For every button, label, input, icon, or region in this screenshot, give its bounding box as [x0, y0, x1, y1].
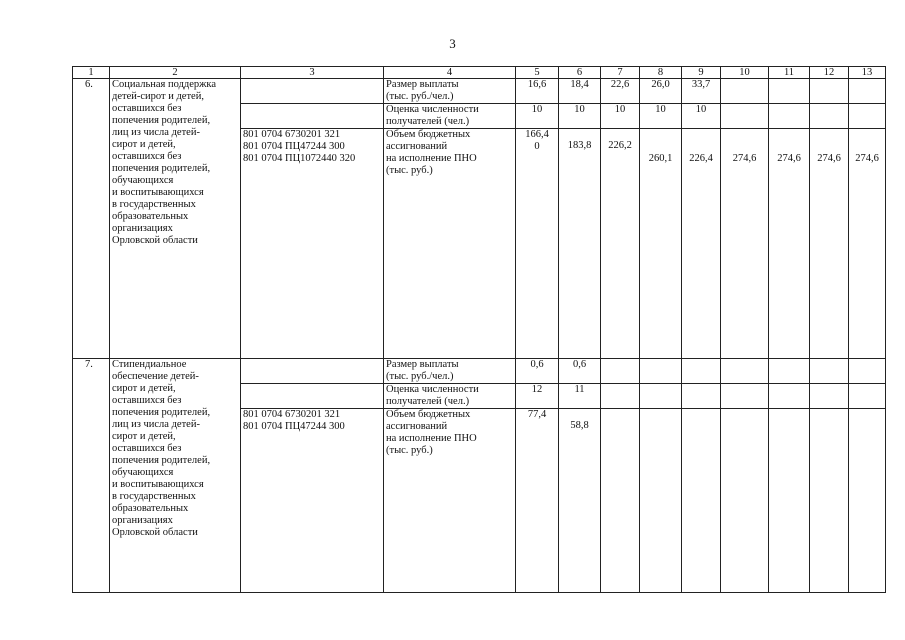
column-number: 4 [384, 67, 516, 79]
indicator-label-line: Оценка численности [386, 104, 479, 115]
indicator-label [384, 129, 516, 359]
value-cell: 0,6 [559, 359, 601, 384]
program-name-line: сирот и детей, [112, 139, 176, 150]
value-cell [849, 384, 886, 409]
indicator-label-line: Размер выплаты [386, 79, 459, 90]
value-cell [810, 104, 849, 129]
column-number: 5 [516, 67, 559, 79]
program-name-line: сирот и детей, [112, 383, 176, 394]
row-number: 7. [73, 359, 110, 593]
value-cell [601, 409, 640, 593]
value-cell: 166,4 0 [516, 129, 559, 359]
program-name-line: Орловской области [112, 235, 198, 246]
program-name-line: Орловской области [112, 527, 198, 538]
value-cell [682, 384, 721, 409]
value-cell: 226,4 [682, 129, 721, 359]
column-number: 10 [721, 67, 769, 79]
program-name-line: попечения родителей, [112, 407, 211, 418]
indicator-label-line: получателей (чел.) [386, 116, 470, 127]
indicator-label-line: (тыс. руб.) [386, 165, 433, 176]
page-number: 3 [449, 36, 456, 51]
value-cell [640, 409, 682, 593]
column-number-row [73, 67, 886, 79]
program-name-line: оставшихся без [112, 443, 182, 454]
program-name-line: обеспечение детей- [112, 371, 199, 382]
value-cell [769, 409, 810, 593]
value-cell [721, 409, 769, 593]
column-number: 3 [241, 67, 384, 79]
value-cell [721, 359, 769, 384]
column-number: 13 [849, 67, 886, 79]
value-cell: 274,6 [721, 129, 769, 359]
value-cell [810, 409, 849, 593]
program-name-line: и воспитывающихся [112, 479, 204, 490]
value-cell: 33,7 [682, 79, 721, 104]
budget-table [72, 66, 886, 593]
column-number: 1 [73, 67, 110, 79]
program-name [110, 79, 241, 359]
program-name-line: лиц из числа детей- [112, 419, 200, 430]
column-number: 9 [682, 67, 721, 79]
budget-code: 801 0704 ПЦ47244 300 [243, 141, 345, 152]
indicator-label-line: Размер выплаты [386, 359, 459, 370]
indicator-label-line: на исполнение ПНО [386, 153, 477, 164]
value-cell [849, 104, 886, 129]
column-number: 8 [640, 67, 682, 79]
program-name-line: попечения родителей, [112, 163, 211, 174]
value-cell: 10 [601, 104, 640, 129]
column-number: 11 [769, 67, 810, 79]
value-cell [769, 384, 810, 409]
value-cell: 0,6 [516, 359, 559, 384]
value-cell: 274,6 [849, 129, 886, 359]
value-cell: 18,4 [559, 79, 601, 104]
value-cell: 260,1 [640, 129, 682, 359]
value-cell: 226,2 [601, 129, 640, 359]
budget-code-cell [241, 359, 384, 384]
program-name-line: образовательных [112, 503, 189, 514]
program-name-line: лиц из числа детей- [112, 127, 200, 138]
program-name [110, 359, 241, 593]
value-cell: 274,6 [810, 129, 849, 359]
value-cell [640, 359, 682, 384]
budget-code-cell [241, 384, 384, 409]
column-number: 7 [601, 67, 640, 79]
value-cell [769, 79, 810, 104]
value-cell [721, 79, 769, 104]
budget-code: 801 0704 ПЦ47244 300 [243, 421, 345, 432]
indicator-label [384, 409, 516, 593]
value-cell: 183,8 [559, 129, 601, 359]
indicator-label-line: получателей (чел.) [386, 396, 470, 407]
indicator-label [384, 104, 516, 129]
budget-code: 801 0704 ПЦ1072440 320 [243, 153, 356, 164]
value-cell: 12 [516, 384, 559, 409]
program-name-line: Социальная поддержка [112, 79, 217, 90]
value-cell [682, 409, 721, 593]
indicator-label-line: (тыс. руб./чел.) [386, 371, 454, 382]
program-name-line: организациях [112, 515, 173, 526]
value-cell: 274,6 [769, 129, 810, 359]
program-name-line: в государственных [112, 199, 196, 210]
value-cell [769, 359, 810, 384]
indicator-label-line: Объем бюджетных [386, 129, 471, 140]
program-name-line: образовательных [112, 211, 189, 222]
value-cell: 16,6 [516, 79, 559, 104]
value-cell [682, 359, 721, 384]
indicator-label-line: ассигнований [386, 421, 448, 432]
program-name-line: оставшихся без [112, 103, 182, 114]
value-cell [810, 79, 849, 104]
value-cell [721, 104, 769, 129]
value-cell [849, 409, 886, 593]
program-name-line: в государственных [112, 491, 196, 502]
value-cell: 11 [559, 384, 601, 409]
program-name-line: обучающихся [112, 467, 174, 478]
value-cell [640, 384, 682, 409]
indicator-label-line: Объем бюджетных [386, 409, 471, 420]
program-name-line: детей-сирот и детей, [112, 91, 204, 102]
indicator-label [384, 384, 516, 409]
budget-code-cell [241, 104, 384, 129]
indicator-label [384, 359, 516, 384]
budget-code-cell [241, 409, 384, 593]
indicator-label-line: на исполнение ПНО [386, 433, 477, 444]
budget-code-cell [241, 79, 384, 104]
value-cell [601, 384, 640, 409]
value-cell [849, 79, 886, 104]
budget-code: 801 0704 6730201 321 [243, 129, 341, 140]
column-number: 12 [810, 67, 849, 79]
value-cell [601, 359, 640, 384]
program-name-line: попечения родителей, [112, 455, 211, 466]
value-cell [849, 359, 886, 384]
column-number: 2 [110, 67, 241, 79]
value-cell [810, 359, 849, 384]
indicator-label [384, 79, 516, 104]
value-cell [810, 384, 849, 409]
value-cell: 10 [559, 104, 601, 129]
program-name-line: организациях [112, 223, 173, 234]
value-cell: 10 [640, 104, 682, 129]
indicator-label-line: ассигнований [386, 141, 448, 152]
indicator-label-line: Оценка численности [386, 384, 479, 395]
table-row [73, 79, 886, 104]
column-number: 6 [559, 67, 601, 79]
program-name-line: сирот и детей, [112, 431, 176, 442]
program-name-line: обучающихся [112, 175, 174, 186]
program-name-line: Стипендиальное [112, 359, 187, 370]
program-name-line: оставшихся без [112, 151, 182, 162]
indicator-label-line: (тыс. руб.) [386, 445, 433, 456]
value-cell [769, 104, 810, 129]
indicator-label-line: (тыс. руб./чел.) [386, 91, 454, 102]
value-cell: 22,6 [601, 79, 640, 104]
table-row [73, 359, 886, 384]
value-cell: 26,0 [640, 79, 682, 104]
program-name-line: попечения родителей, [112, 115, 211, 126]
row-number: 6. [73, 79, 110, 359]
budget-code: 801 0704 6730201 321 [243, 409, 341, 420]
program-name-line: и воспитывающихся [112, 187, 204, 198]
value-cell: 10 [682, 104, 721, 129]
value-cell [721, 384, 769, 409]
value-cell: 10 [516, 104, 559, 129]
program-name-line: оставшихся без [112, 395, 182, 406]
value-cell: 77,4 [516, 409, 559, 593]
budget-code-cell [241, 129, 384, 359]
value-cell: 58,8 [559, 409, 601, 593]
